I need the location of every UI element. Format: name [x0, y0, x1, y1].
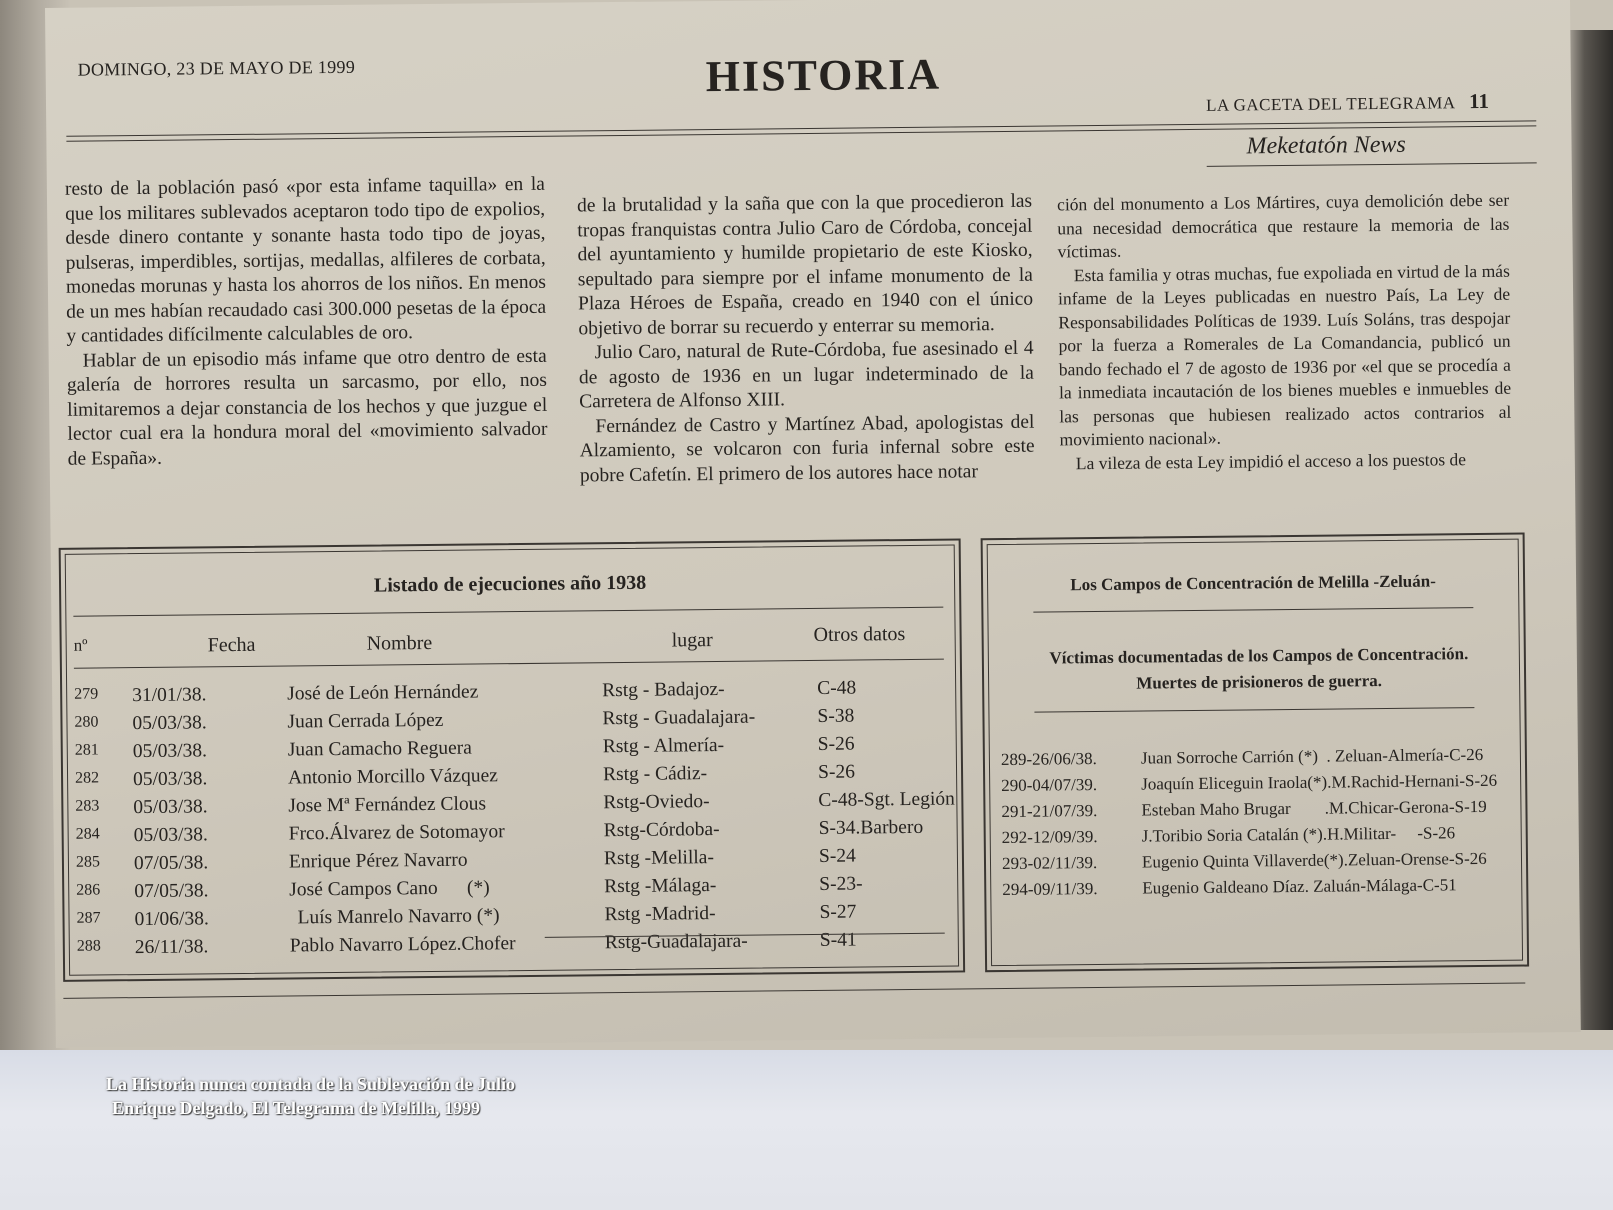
row-num: 284 — [75, 825, 100, 843]
victim-id: 293-02/11/39. — [1001, 853, 1098, 874]
row-place: Rstg - Cádiz- — [602, 763, 708, 786]
paragraph: Esta familia y otras muchas, fue expoliada en virtud de la más infame de la Leyes publicadas en nuestro País, La Ley de Responsabilidades Políticas de 1939. Luís Soláns, tras despojar por la fuerza a Romerales de La Comandancia, publicó un bando fechado el 7 de agosto de 1936 por «el que se procedía a la inmediata incautación de los bienes muebles e inmuebles de las personas que hubiesen realizado actos contrarios al movimiento nacional». — [1057, 260, 1512, 450]
victim-id: 294-09/11/39. — [1002, 879, 1098, 900]
row-name: Antonio Morcillo Vázquez — [287, 765, 498, 789]
row-date: 31/01/38. — [132, 684, 207, 707]
row-name: Luís Manrelo Navarro (*) — [297, 905, 500, 929]
row-place: Rstg - Almería- — [602, 734, 725, 758]
row-date: 05/03/38. — [133, 824, 208, 847]
article-column-3 — [1057, 189, 1512, 476]
row-place: Rstg-Oviedo- — [603, 791, 710, 814]
row-name: José de León Hernández — [287, 681, 479, 705]
row-other: S-34.Barbero — [818, 816, 924, 839]
row-name: Juan Camacho Reguera — [287, 737, 472, 761]
row-num: 283 — [75, 797, 100, 815]
row-num: 287 — [76, 909, 101, 927]
row-other: S-38 — [817, 705, 855, 727]
page-number: 11 — [1468, 88, 1490, 114]
victim-id: 289-26/06/38. — [1000, 749, 1097, 770]
victim-details: J.Toribio Soria Catalán (*).H.Militar- -S-26 — [1141, 823, 1456, 846]
header-place: lugar — [671, 629, 713, 652]
row-num: 288 — [76, 937, 101, 955]
row-other: S-41 — [819, 929, 857, 951]
row-other: S-24 — [818, 845, 856, 867]
header-num: nº — [73, 635, 88, 655]
row-other: C-48 — [817, 677, 857, 699]
caption-line-1: La Historia nunca contada de la Sublevación de Julio — [106, 1074, 516, 1094]
row-other: S-26 — [817, 733, 855, 755]
byline-rule — [1207, 162, 1537, 166]
section-title: HISTORIA — [705, 49, 942, 102]
executions-box — [59, 538, 965, 981]
row-num: 281 — [74, 741, 99, 759]
paragraph: resto de la población pasó «por esta infame taquilla» en la que los militares sublevados aceptaron todo tipo de expolios, desde dinero contante y sonante hasta todo tipo de joyas, pulseras, imperdibles, sortijas, medallas, alfileres de corbata, monedas morunas y hasta los ahorros de los niños. En menos de un mes habían recaudado casi 300.000 pesetas de la época y cantidades difícilmente calculables de oro. — [64, 173, 547, 347]
row-other: C-48-Sgt. Legión — [818, 788, 955, 811]
row-name: Jose Mª Fernández Clous — [288, 793, 487, 817]
row-name: Pablo Navarro López.Chofer — [289, 933, 516, 957]
header-date: Fecha — [207, 633, 256, 657]
row-date: 05/03/38. — [132, 712, 207, 735]
executions-table-title: Listado de ejecuciones año 1938 — [373, 571, 647, 597]
row-num: 285 — [75, 853, 101, 871]
victim-id: 292-12/09/39. — [1001, 827, 1098, 848]
row-place: Rstg -Melilla- — [603, 847, 714, 870]
paragraph: Hablar de un episodio más infame que otro dentro de esta galería de horrores resulta un sarcasmo, por ello, nos limitaremos a dejar constancia de los hechos y que juzgue el lector cual era la hondura moral del «movimiento salvador de España». — [66, 345, 548, 470]
paragraph: Fernández de Castro y Martínez Abad, apologistas del Alzamiento, se volcaron con furia infernal sobre este pobre Cafetín. El primero de los autores hace notar — [579, 411, 1035, 486]
camps-subtitle-2: Muertes de prisioneros de guerra. — [1136, 671, 1383, 693]
photo-caption — [106, 1072, 515, 1120]
row-date: 05/03/38. — [133, 796, 208, 819]
row-place: Rstg-Guadalajara- — [604, 930, 748, 954]
row-num: 279 — [74, 685, 99, 703]
row-name: Enrique Pérez Navarro — [288, 849, 468, 873]
row-other: S-23- — [819, 873, 863, 895]
article-column-1 — [65, 173, 548, 472]
row-name: José Campos Cano (*) — [289, 877, 490, 901]
newspaper-name: LA GACETA DEL TELEGRAMA — [1205, 93, 1456, 115]
row-place: Rstg -Madrid- — [604, 903, 716, 926]
row-date: 01/06/38. — [134, 908, 209, 931]
victim-details: Juan Sorroche Carrión (*) . Zeluan-Almería-C-26 — [1140, 744, 1484, 768]
camps-subtitle-1: Víctimas documentadas de los Campos de Concentración. — [1049, 644, 1469, 668]
row-date: 05/03/38. — [132, 768, 208, 791]
row-num: 286 — [76, 881, 101, 899]
row-place: Rstg-Córdoba- — [603, 818, 720, 842]
caption-line-2: Enrique Delgado, El Telegrama de Melilla, 1999 — [112, 1098, 480, 1118]
row-name: Frco.Álvarez de Sotomayor — [288, 821, 505, 845]
victim-details: Eugenio Quinta Villaverde(*).Zeluan-Orense-S-26 — [1141, 848, 1487, 872]
concentration-camps-box — [981, 533, 1530, 973]
row-other: S-27 — [819, 901, 857, 923]
header-other: Otros datos — [813, 623, 906, 646]
page-bottom-rule — [63, 983, 1525, 999]
row-date: 07/05/38. — [134, 880, 209, 903]
issue-date: DOMINGO, 23 DE MAYO DE 1999 — [77, 56, 356, 80]
row-num: 282 — [74, 769, 100, 787]
victim-id: 290-04/07/39. — [1001, 775, 1098, 796]
victim-id: 291-21/07/39. — [1001, 801, 1098, 822]
header-name: Nombre — [366, 631, 433, 655]
paragraph: Julio Caro, natural de Rute-Córdoba, fue asesinado el 4 de agosto de 1936 en un lugar indeterminado de la Carretera de Alfonso XIII. — [578, 337, 1034, 413]
row-name: Juan Cerrada López — [287, 709, 444, 733]
paragraph: ción del monumento a Los Mártires, cuya demolición debe ser una necesidad democrática que restaure la memoria de las víctimas. — [1057, 189, 1510, 262]
victim-details: Joaquín Eliceguin Iraola(*).M.Rachid-Hernani-S-26 — [1141, 770, 1498, 794]
paragraph: La vileza de esta Ley impidió el acceso a los puestos de — [1075, 448, 1467, 473]
row-place: Rstg -Málaga- — [604, 875, 717, 898]
paragraph: de la brutalidad y la saña que con la que procedieron las tropas franquistas contra Julio Caro de Córdoba, concejal del ayuntamiento y humilde propietario de este Kiosko, sepultado para siempre por el infame monumento de la Plaza Héroes de España, creado en 1940 con el único objetivo de borrar su recuerdo y enterrar su memoria. — [576, 190, 1034, 339]
row-num: 280 — [74, 713, 99, 731]
victim-details: Eugenio Galdeano Díaz. Zaluán-Málaga-C-51 — [1142, 875, 1457, 898]
camps-box-title: Los Campos de Concentración de Melilla -Zeluán- — [1070, 571, 1436, 595]
row-date: 26/11/38. — [134, 936, 209, 959]
row-place: Rstg - Badajoz- — [602, 678, 725, 702]
row-place: Rstg - Guadalajara- — [602, 706, 756, 730]
byline: Meketatón News — [1246, 131, 1406, 160]
row-other: S-26 — [817, 761, 855, 783]
article-column-2 — [577, 190, 1035, 489]
victim-details: Esteban Maho Brugar .M.Chicar-Gerona-S-19 — [1141, 796, 1487, 820]
row-date: 05/03/38. — [132, 740, 208, 763]
newspaper-page — [45, 0, 1581, 1048]
row-date: 07/05/38. — [133, 852, 209, 875]
